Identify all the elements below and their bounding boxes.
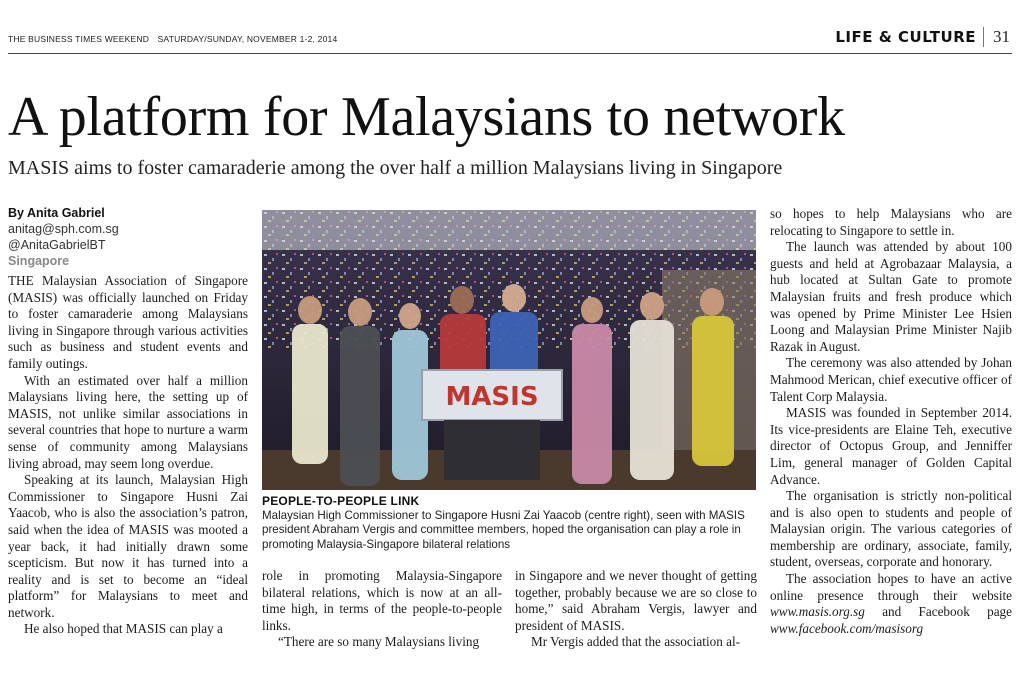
- paragraph: role in promoting Malaysia-Singapore bilateral relations, which is now at an all-time high, in terms of the people-to-people links.: [262, 568, 502, 633]
- paragraph-web: [770, 571, 1012, 637]
- paragraph: With an estimated over half a million Malaysians living here, the setting up of MASIS, not unlike similar associations in several countries that hope to nurture a warm sense of community among Malaysians living abroad, may seem long overdue.: [8, 372, 248, 471]
- caption-heading: PEOPLE-TO-PEOPLE LINK: [262, 494, 420, 508]
- paragraph: “There are so many Malaysians living: [278, 634, 480, 650]
- paragraph: Speaking at its launch, Malaysian High Commissioner to Singapore Husni Zai Yaacob, who is also the association’s patron, said when the idea of MASIS was mooted a year back, it had initially drawn some scepticism. But now it has turned into a reality and is set to become an “ideal platform” for Malaysians to meet and network.: [8, 472, 248, 620]
- byline-block: [8, 205, 253, 269]
- article-column-3: [262, 568, 502, 651]
- page-number: 31: [993, 27, 1010, 46]
- masthead-left: [8, 34, 343, 44]
- byline: By Anita Gabriel: [8, 206, 105, 220]
- website-link[interactable]: www.masis.org.sg: [770, 604, 865, 620]
- article-column-1: [8, 273, 248, 638]
- paragraph: Mr Vergis added that the association al-: [531, 634, 740, 650]
- event-photo: [262, 210, 756, 490]
- paragraph: THE Malaysian Association of Singapore (MASIS) was officially launched on Friday to foster camaraderie among Malaysians living in Singapore through various activities such as business and student events and family outings.: [8, 273, 248, 371]
- paragraph: The launch was attended by about 100 guests and held at Agrobazaar Malaysia, a hub located at Sultan Gate to promote Malaysian fruits and fresh produce which was opened by Prime Minister Lee Hsien Loong and Malaysian Prime Minister Najib Razak in August.: [770, 239, 1012, 354]
- dateline: Singapore: [8, 254, 70, 268]
- paragraph: He also hoped that MASIS can play a: [24, 621, 223, 637]
- publication-name: THE BUSINESS TIMES WEEKEND: [8, 34, 150, 44]
- masthead-divider: [983, 27, 984, 47]
- paragraph: The organisation is strictly non-political and is also open to students and people of Malaysian origin. The various categories of membership are ordinary, associate, family, student, overseas, corporate and honorary.: [770, 488, 1012, 570]
- masthead: [8, 27, 1012, 54]
- article-column-4: [515, 568, 757, 651]
- paragraph: in Singapore and we never thought of getting together, probably because we are so close to home,” said Abraham Vergis, lawyer and president of MASIS.: [515, 568, 757, 633]
- paragraph: MASIS was founded in September 2014. Its vice-presidents are Elaine Teh, executive director of Octopus Group, and Jenniffer Lim, general manager of Golden Capital Advance.: [770, 405, 1012, 487]
- masis-sign: MASIS: [445, 382, 539, 412]
- web-intro: The association hopes to have an active online presence through their website: [770, 571, 1012, 603]
- author-twitter: @AnitaGabrielBT: [8, 238, 106, 252]
- paragraph: so hopes to help Malaysians who are relocating to Singapore to settle in.: [770, 206, 1012, 238]
- issue-date: SATURDAY/SUNDAY, NOVEMBER 1-2, 2014: [157, 34, 338, 44]
- article-column-5: [770, 206, 1012, 637]
- deck: MASIS aims to foster camaraderie among the over half a million Malaysians living in Singapore: [8, 157, 783, 179]
- photo-caption: [262, 494, 756, 552]
- author-email: anitag@sph.com.sg: [8, 222, 119, 236]
- headline: A platform for Malaysians to network: [8, 86, 845, 148]
- web-mid: and Facebook page: [882, 604, 1012, 620]
- facebook-link[interactable]: www.facebook.com/masisorg: [770, 620, 924, 636]
- caption-text: Malaysian High Commissioner to Singapore Husni Zai Yaacob (centre right), seen with MASIS president Abraham Vergis and committee members, hoped the organisation can play a role in promoting Malaysia-Singapore bilateral relations: [262, 508, 745, 551]
- paragraph: The ceremony was also attended by Johan Mahmood Merican, chief executive officer of Talent Corp Malaysia.: [770, 355, 1012, 404]
- section-name: LIFE & CULTURE: [835, 28, 976, 46]
